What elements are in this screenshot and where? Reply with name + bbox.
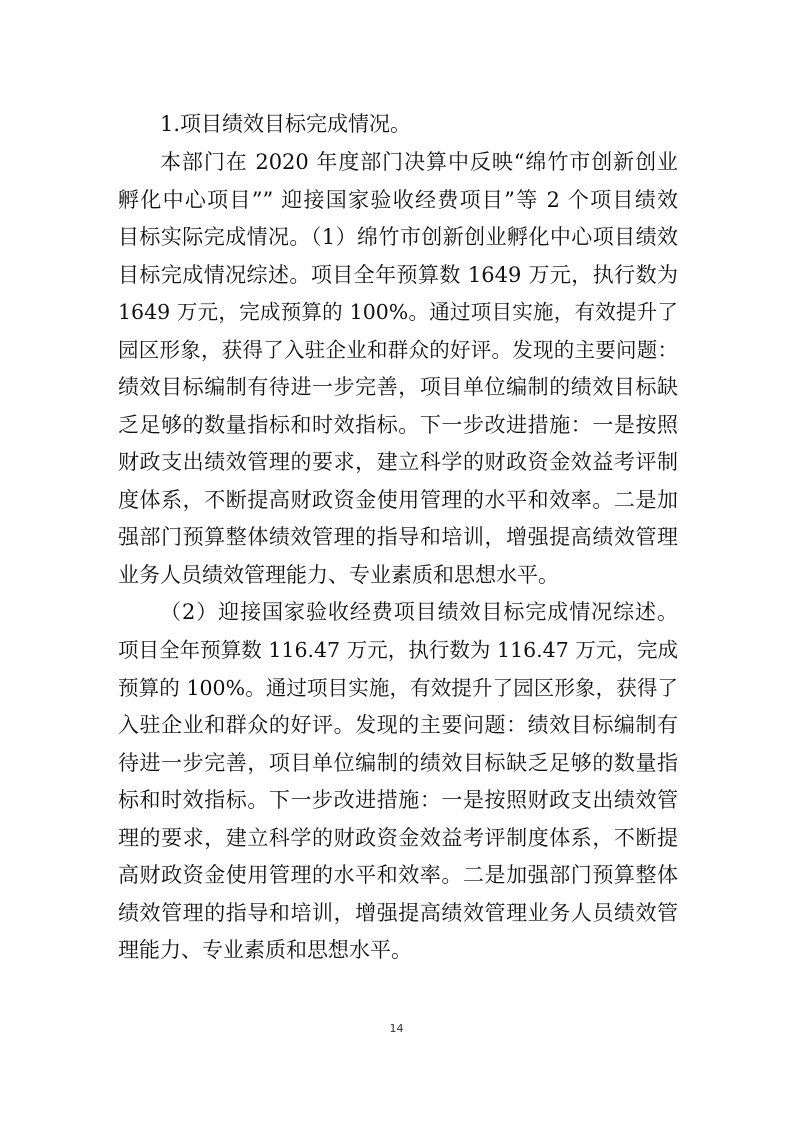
paragraph-line: 预算的 100%。通过项目实施，有效提升了园区形象，获得了 bbox=[118, 676, 678, 700]
paragraph-line: 目标完成情况综述。项目全年预算数 1649 万元，执行数为 bbox=[118, 263, 678, 287]
paragraph-line: 孵化中心项目”” 迎接国家验收经费项目”等 2 个项目绩效 bbox=[118, 188, 678, 212]
paragraph-line: 待进一步完善，项目单位编制的绩效目标缺乏足够的数量指 bbox=[118, 751, 678, 775]
paragraph-line: （2）迎接国家验收经费项目绩效目标完成情况综述。 bbox=[160, 600, 678, 624]
paragraph-line: 项目全年预算数 116.47 万元，执行数为 116.47 万元，完成 bbox=[118, 638, 678, 662]
paragraph-line: 本部门在 2020 年度部门决算中反映“绵竹市创新创业 bbox=[160, 150, 678, 174]
paragraph-line: 1649 万元，完成预算的 100%。通过项目实施，有效提升了 bbox=[118, 300, 678, 324]
page-number: 14 bbox=[389, 1022, 404, 1035]
paragraph-line: 目标实际完成情况。（1）绵竹市创新创业孵化中心项目绩效 bbox=[118, 225, 678, 249]
paragraph-line: 业务人员绩效管理能力、专业素质和思想水平。 bbox=[118, 563, 559, 587]
paragraph-line: 绩效管理的指导和培训，增强提高绩效管理业务人员绩效管 bbox=[118, 901, 678, 925]
paragraph-line: 理的要求，建立科学的财政资金效益考评制度体系，不断提 bbox=[118, 826, 678, 850]
paragraph-line: 高财政资金使用管理的水平和效率。二是加强部门预算整体 bbox=[118, 863, 678, 887]
paragraph-line: 标和时效指标。下一步改进措施：一是按照财政支出绩效管 bbox=[118, 788, 678, 812]
section-heading: 1.项目绩效目标完成情况。 bbox=[160, 112, 412, 136]
paragraph-line: 强部门预算整体绩效管理的指导和培训，增强提高绩效管理 bbox=[118, 525, 678, 549]
paragraph-line: 财政支出绩效管理的要求，建立科学的财政资金效益考评制 bbox=[118, 450, 678, 474]
paragraph-line: 理能力、专业素质和思想水平。 bbox=[118, 938, 412, 962]
paragraph-line: 绩效目标编制有待进一步完善，项目单位编制的绩效目标缺 bbox=[118, 375, 678, 399]
paragraph-line: 度体系，不断提高财政资金使用管理的水平和效率。二是加 bbox=[118, 488, 678, 512]
paragraph-line: 入驻企业和群众的好评。发现的主要问题：绩效目标编制有 bbox=[118, 713, 678, 737]
paragraph-line: 乏足够的数量指标和时效指标。下一步改进措施：一是按照 bbox=[118, 413, 678, 437]
paragraph-line: 园区形象，获得了入驻企业和群众的好评。发现的主要问题： bbox=[118, 338, 678, 362]
